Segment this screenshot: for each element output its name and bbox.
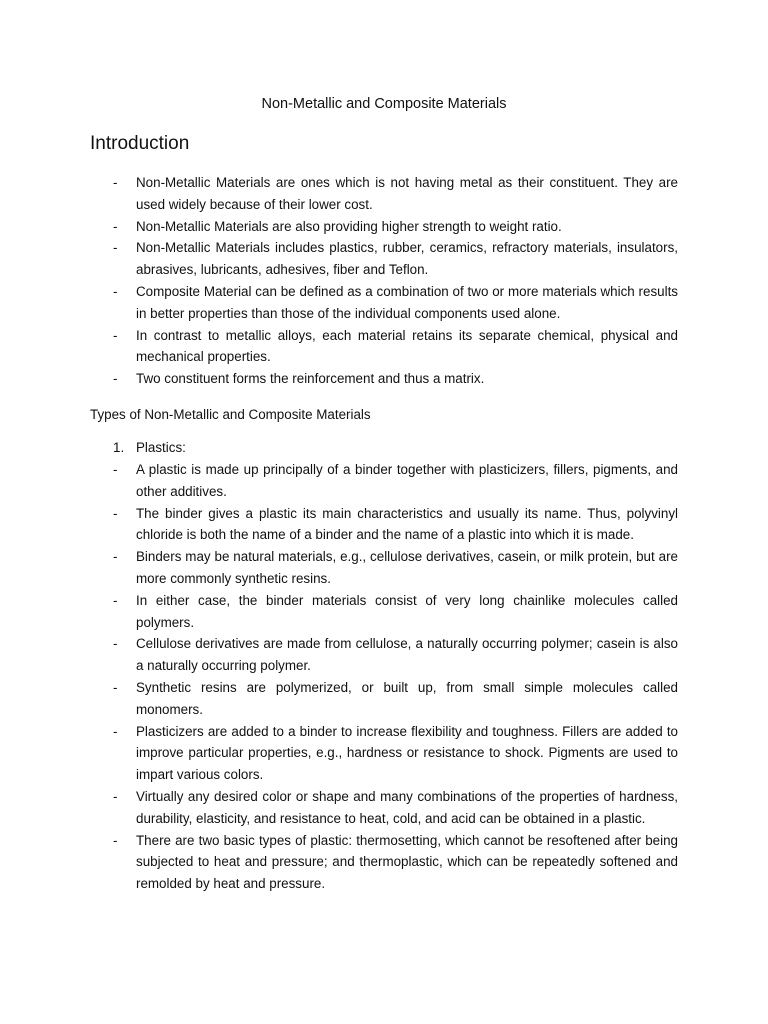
plastics-heading	[113, 437, 186, 459]
list-item-text: Plasticizers are added to a binder to increase flexibility and toughness. Fillers are added to improve particular properties, e.g., hardness or resistance to shock. Pigments are used to impart various colors.	[136, 723, 678, 783]
list-item-text: Cellulose derivatives are made from cellulose, a naturally occurring polymer; casein is also a naturally occurring polymer.	[136, 636, 678, 674]
list-item-text: There are two basic types of plastic: thermosetting, which cannot be resoftened after being subjected to heat and pressure; and thermoplastic, which can be repeatedly softened and remolded by heat and pressure.	[136, 832, 678, 892]
bullet-dash: -	[113, 679, 118, 695]
list-item-text: Non-Metallic Materials are ones which is not having metal as their constituent. They are used widely because of their lower cost.	[136, 175, 678, 212]
bullet-dash: -	[113, 592, 118, 608]
bullet-dash: -	[113, 283, 118, 299]
list-item	[0, 503, 768, 547]
bullet-dash: -	[113, 327, 118, 343]
list-item-text: Binders may be natural materials, e.g., cellulose derivatives, casein, or milk protein, but are more commonly synthetic resins.	[136, 549, 678, 586]
plastics-heading-text: Plastics:	[136, 440, 186, 455]
document-title: Non-Metallic and Composite Materials	[261, 96, 507, 112]
list-item	[0, 590, 768, 634]
bullet-dash: -	[113, 832, 118, 848]
bullet-dash: -	[113, 636, 118, 652]
list-item	[0, 786, 768, 830]
list-item	[0, 325, 768, 369]
list-item-text: Virtually any desired color or shape and many combinations of the properties of hardness, durability, elasticity, and resistance to heat, cold, and acid can be obtained in a plastic.	[136, 788, 678, 826]
bullet-dash: -	[113, 788, 118, 804]
plastics-list	[0, 459, 768, 895]
bullet-dash: -	[113, 175, 118, 190]
list-item	[0, 677, 768, 721]
list-item	[0, 237, 768, 281]
list-item-text: Synthetic resins are polymerized, or built up, from small simple molecules called monomers.	[136, 679, 678, 717]
bullet-dash: -	[113, 462, 118, 477]
list-item	[0, 830, 768, 895]
bullet-dash: -	[113, 505, 118, 521]
types-heading: Types of Non-Metallic and Composite Materials	[90, 407, 371, 422]
list-item	[0, 368, 768, 390]
list-item-text: Non-Metallic Materials includes plastics, rubber, ceramics, refractory materials, insulators, abrasives, lubricants, adhesives, fiber and Teflon.	[136, 240, 678, 278]
list-item-text: In contrast to metallic alloys, each material retains its separate chemical, physical and mechanical properties.	[136, 327, 678, 365]
list-item-text: The binder gives a plastic its main characteristics and usually its name. Thus, polyvinyl chloride is both the name of a binder and the name of a plastic into which it is made.	[136, 505, 678, 543]
bullet-dash: -	[113, 218, 118, 234]
list-item	[0, 721, 768, 786]
list-item	[0, 281, 768, 325]
list-item	[0, 172, 768, 216]
list-item-text: Composite Material can be defined as a combination of two or more materials which results in better properties than those of the individual components used alone.	[136, 283, 678, 321]
bullet-dash: -	[113, 549, 118, 565]
list-item-text: In either case, the binder materials consist of very long chainlike molecules called polymers.	[136, 592, 678, 630]
list-item	[0, 459, 768, 503]
introduction-list	[0, 172, 768, 390]
list-item-text: Two constituent forms the reinforcement and thus a matrix.	[136, 371, 485, 387]
list-item	[0, 546, 768, 590]
introduction-heading: Introduction	[90, 133, 190, 154]
list-item-text: Non-Metallic Materials are also providing higher strength to weight ratio.	[136, 218, 562, 234]
bullet-dash: -	[113, 240, 118, 256]
list-item	[0, 633, 768, 677]
list-item-text: A plastic is made up principally of a binder together with plasticizers, fillers, pigments, and other additives.	[136, 462, 678, 499]
list-item	[0, 216, 768, 238]
plastics-number: 1.	[113, 440, 125, 455]
bullet-dash: -	[113, 371, 118, 387]
bullet-dash: -	[113, 723, 118, 739]
